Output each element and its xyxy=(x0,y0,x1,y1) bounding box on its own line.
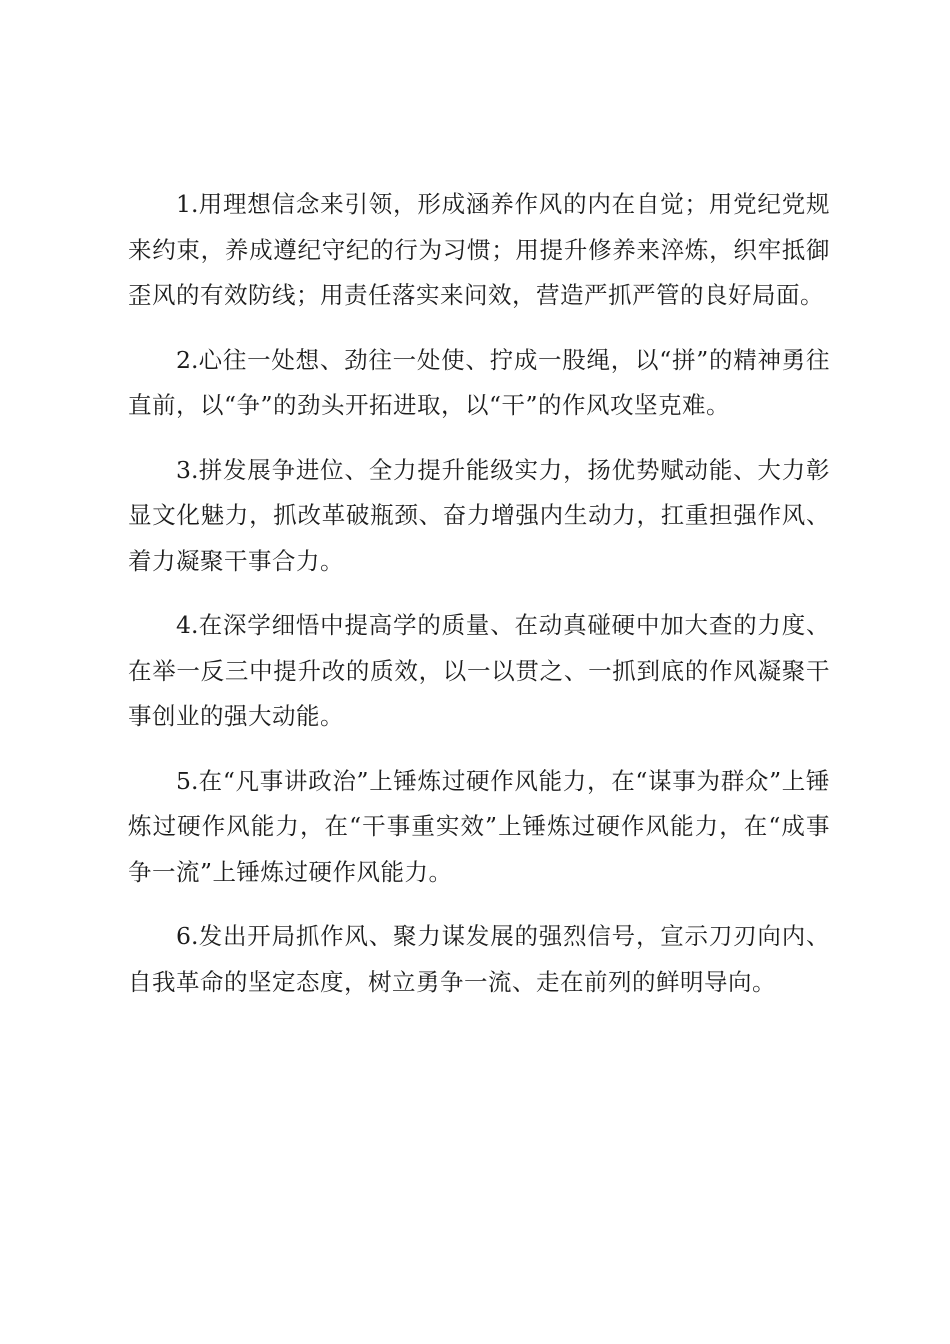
paragraph-6 xyxy=(128,914,830,1005)
paragraph-text: 拼发展争进位、全力提升能级实力，扬优势赋动能、大力彰显文化魅力，抓改革破瓶颈、奋力增强内生动力，扛重担强作风、着力凝聚干事合力。 xyxy=(128,455,830,575)
paragraph-number: 5. xyxy=(176,766,199,795)
paragraph-4 xyxy=(128,603,830,740)
paragraph-number: 1. xyxy=(176,190,199,218)
paragraph-5 xyxy=(128,759,830,896)
paragraph-text: 发出开局抓作风、聚力谋发展的强烈信号，宣示刀刃向内、自我革命的坚定态度，树立勇争一流、走在前列的鲜明导向。 xyxy=(128,922,830,996)
paragraph-text: 在“凡事讲政治”上锤炼过硬作风能力，在“谋事为群众”上锤炼过硬作风能力，在“干事重实效”上锤炼过硬作风能力，在“成事争一流”上锤炼过硬作风能力。 xyxy=(128,766,830,886)
paragraph-text: 用理想信念来引领，形成涵养作风的内在自觉；用党纪党规来约束，养成遵纪守纪的行为习惯；用提升修养来淬炼，织牢抵御歪风的有效防线；用责任落实来问效，营造严抓严管的良好局面。 xyxy=(128,190,830,309)
paragraph-3 xyxy=(128,448,830,585)
document-page xyxy=(128,182,830,1024)
paragraph-2 xyxy=(128,338,830,429)
paragraph-number: 4. xyxy=(176,611,199,639)
paragraph-number: 3. xyxy=(176,455,199,484)
paragraph-1 xyxy=(128,182,830,319)
paragraph-text: 在深学细悟中提高学的质量、在动真碰硬中加大查的力度、在举一反三中提升改的质效，以一以贯之、一抓到底的作风凝聚干事创业的强大动能。 xyxy=(128,611,830,730)
paragraph-number: 6. xyxy=(176,922,199,950)
paragraph-number: 2. xyxy=(176,345,199,374)
paragraph-text: 心往一处想、劲往一处使、拧成一股绳，以“拼”的精神勇往直前，以“争”的劲头开拓进取，以“干”的作风攻坚克难。 xyxy=(128,345,830,419)
